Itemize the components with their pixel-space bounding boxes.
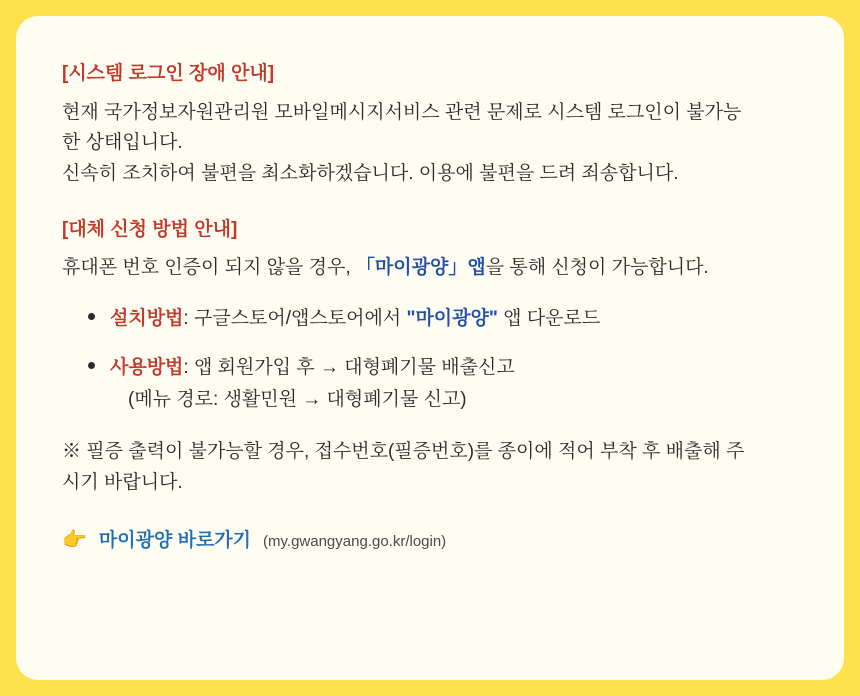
bullet-dot-icon	[88, 313, 95, 320]
method-list	[62, 304, 798, 415]
install-method-label: 설치방법	[110, 308, 184, 330]
note-spacer	[62, 415, 798, 437]
login-failure-heading: [시스템 로그인 장애 안내]	[62, 63, 275, 84]
list-spacer	[62, 288, 798, 304]
alternative-intro-app: 「마이광양」앱	[355, 257, 486, 279]
point-right-hand-icon: 👉	[62, 528, 87, 551]
note-line-2: 시기 바랍니다.	[62, 472, 183, 494]
usage-method-label: 사용방법	[110, 356, 184, 378]
notice-card	[16, 16, 844, 680]
section-spacer	[62, 194, 798, 216]
alternative-intro	[62, 253, 798, 284]
bullet-dot-icon	[88, 362, 95, 369]
note-line-1: ※ 필증 출력이 불가능할 경우, 접수번호(필증번호)를 종이에 적어 부착 후 배출해 주	[62, 441, 745, 463]
usage-method-text-before: : 앱 회원가입 후 → 대형폐기물 배출신고	[183, 356, 515, 378]
my-gwangyang-link[interactable]: 마이광양 바로가기	[98, 529, 252, 551]
my-gwangyang-url: (my.gwangyang.go.kr/login)	[263, 532, 447, 550]
login-failure-line-2: 한 상태입니다.	[62, 132, 183, 154]
app-link-row[interactable]	[62, 525, 798, 552]
alternative-heading: [대체 신청 방법 안내]	[62, 218, 238, 240]
list-item	[88, 353, 798, 416]
list-item	[88, 304, 798, 334]
install-method-text-before: : 구글스토어/앱스토어에서	[183, 308, 407, 330]
install-method-highlight: "마이광양"	[406, 308, 498, 330]
alternative-intro-after: 을 통해 신청이 가능합니다.	[485, 257, 709, 279]
login-failure-line-3: 신속히 조치하여 불편을 최소화하겠습니다. 이용에 불편을 드려 죄송합니다.	[62, 163, 679, 185]
install-method-text-after: 앱 다운로드	[497, 308, 601, 330]
login-failure-line-1: 현재 국가정보자원관리원 모바일메시지서비스 관련 문제로 시스템 로그인이 불가능	[62, 101, 742, 123]
usage-method-sub-line: (메뉴 경로: 생활민원 → 대형폐기물 신고)	[128, 388, 467, 410]
alternative-intro-before: 휴대폰 번호 인증이 되지 않을 경우,	[62, 257, 351, 279]
